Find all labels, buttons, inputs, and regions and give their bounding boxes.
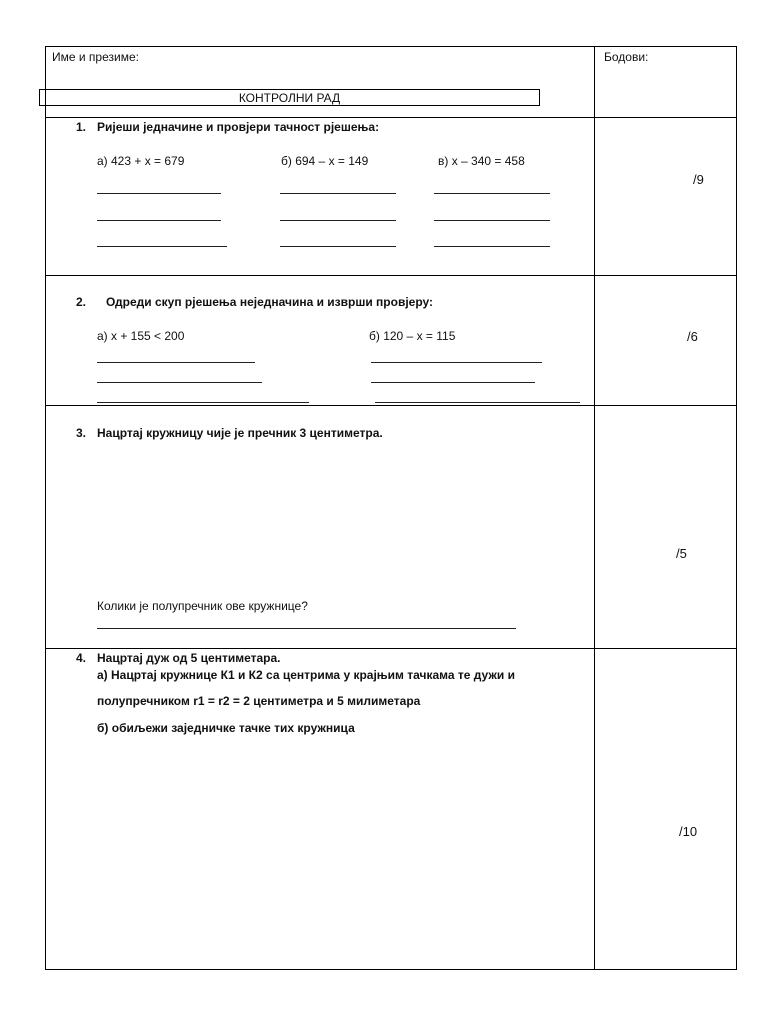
task-1-item-a: а) 423 + x = 679: [97, 154, 185, 168]
answer-line[interactable]: [371, 362, 542, 363]
task-2-score: /6: [687, 329, 698, 344]
answer-line[interactable]: [97, 193, 221, 194]
answer-line[interactable]: [280, 193, 396, 194]
task-2-number: 2.: [76, 295, 87, 309]
task-4-number: 4.: [76, 651, 87, 665]
task-2-instruction: Одреди скуп рjешења неjедначина и изврши провjеру:: [106, 295, 434, 309]
task-1-instruction: Риjеши jедначине и провjери тачност рjешења:: [97, 120, 380, 134]
task-4-line-a2: полупречником r1 = r2 = 2 центиметра и 5 милиметара: [97, 694, 421, 708]
task-3-instruction: Нацртаj кружницу чиjе jе пречник 3 центиметра.: [97, 426, 383, 440]
answer-line[interactable]: [434, 193, 550, 194]
answer-line[interactable]: [97, 362, 255, 363]
task-3-number: 3.: [76, 426, 87, 440]
title-box: [39, 89, 540, 106]
answer-line[interactable]: [97, 220, 221, 221]
task-4-instruction: Нацртаj дуж од 5 центиметара.: [97, 651, 281, 665]
task-1-item-b: б) 694 – x = 149: [281, 154, 369, 168]
task-1-score: /9: [693, 172, 704, 187]
task-4-line-b: б) обиљежи заjедничке тачке тих кружница: [97, 721, 355, 735]
task-4-score: /10: [679, 824, 698, 839]
answer-line[interactable]: [97, 628, 516, 629]
name-label: Име и презиме:: [52, 50, 139, 64]
task-2-item-a: а) x + 155 < 200: [97, 329, 185, 343]
answer-line[interactable]: [97, 246, 227, 247]
answer-line[interactable]: [280, 220, 396, 221]
page-title: КОНТРОЛНИ РАД: [238, 91, 341, 105]
task-2-item-b: б) 120 – x = 115: [369, 329, 456, 343]
points-label: Бодови:: [604, 50, 649, 64]
task-4-line-a1: а) Нацртаj кружнице К1 и К2 са центрима у краjњим тачкама те дужи и: [97, 668, 515, 682]
task-1-number: 1.: [76, 120, 87, 134]
task-3-question: Колики jе полупречник ове кружнице?: [97, 599, 308, 613]
answer-line[interactable]: [375, 402, 580, 403]
answer-line[interactable]: [434, 246, 550, 247]
answer-line[interactable]: [371, 382, 535, 383]
answer-line[interactable]: [97, 402, 309, 403]
task-1-item-c: в) x – 340 = 458: [438, 154, 525, 168]
answer-line[interactable]: [97, 382, 262, 383]
task-3-score: /5: [676, 546, 687, 561]
answer-line[interactable]: [434, 220, 550, 221]
answer-line[interactable]: [280, 246, 396, 247]
